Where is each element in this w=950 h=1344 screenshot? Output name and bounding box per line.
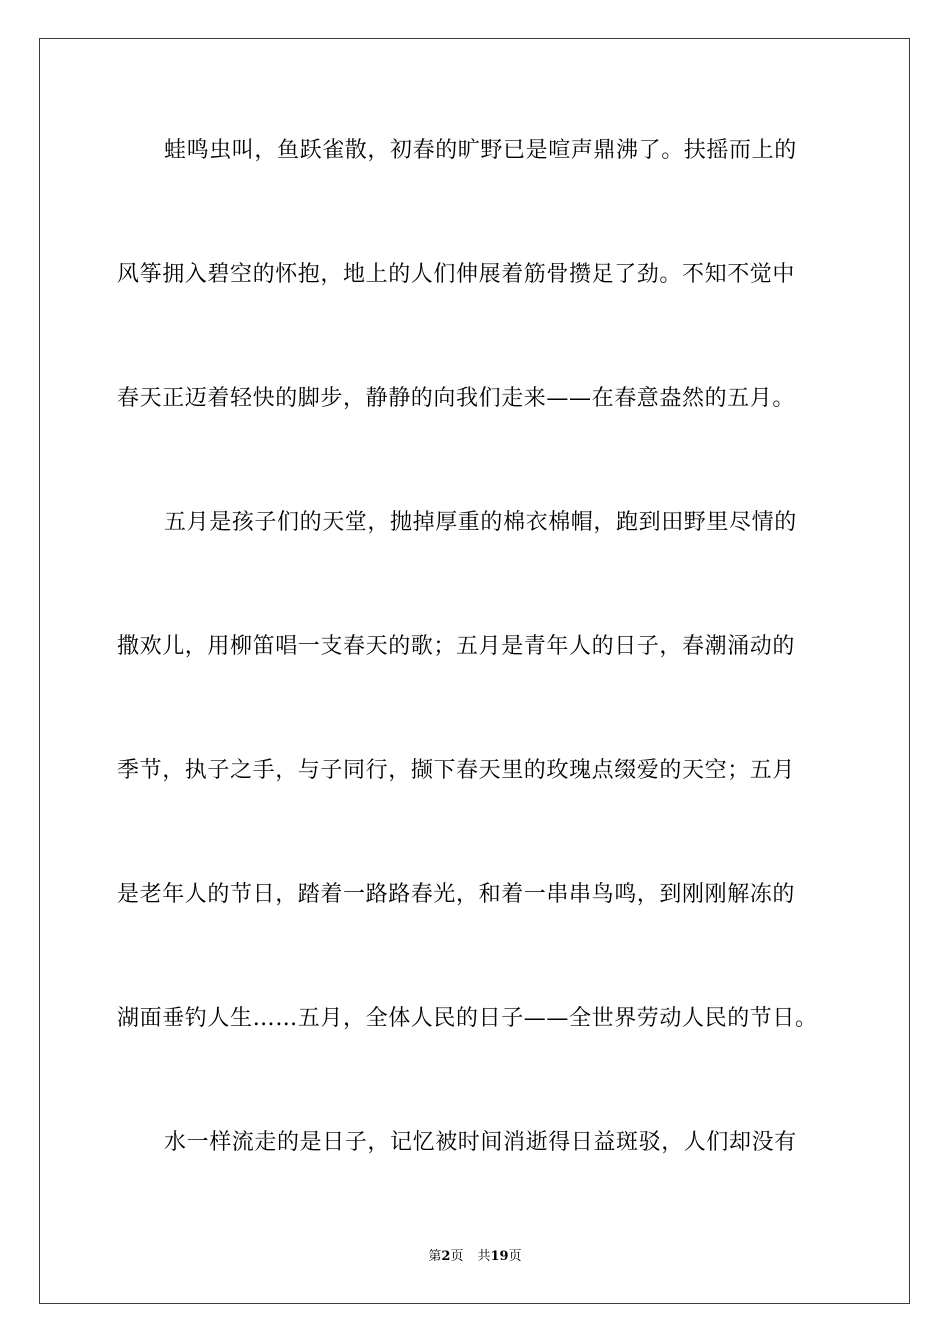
- page-border: [39, 38, 910, 1304]
- paragraph-2-line-4: 是老年人的节日，踏着一路路春光，和着一串串鸟鸣，到刚刚解冻的: [117, 882, 796, 907]
- paragraph-1-line-3: 春天正迈着轻快的脚步，静静的向我们走来——在春意盎然的五月。: [117, 386, 796, 411]
- paragraph-2-line-2: 撒欢儿，用柳笛唱一支春天的歌；五月是青年人的日子，春潮涌动的: [117, 634, 796, 659]
- footer-total-suffix: 页: [508, 1249, 522, 1264]
- paragraph-2-line-5: 湖面垂钓人生……五月，全体人民的日子——全世界劳动人民的节日。: [117, 1006, 818, 1031]
- footer-page-prefix: 第: [428, 1249, 442, 1264]
- footer-total-pages: 19: [490, 1249, 509, 1264]
- footer-total-prefix: 共: [477, 1249, 491, 1264]
- paragraph-1-line-2: 风筝拥入碧空的怀抱，地上的人们伸展着筋骨攒足了劲。不知不觉中: [117, 262, 796, 287]
- paragraph-3-line-1: 水一样流走的是日子，记忆被时间消逝得日益斑驳，人们却没有: [164, 1130, 797, 1155]
- paragraph-2-line-3: 季节，执子之手，与子同行，撷下春天里的玫瑰点缀爱的天空；五月: [117, 758, 796, 783]
- page-footer: [0, 1248, 950, 1266]
- footer-page-number: 2: [441, 1249, 451, 1264]
- paragraph-1-line-1: 蛙鸣虫叫，鱼跃雀散，初春的旷野已是喧声鼎沸了。扶摇而上的: [164, 138, 797, 163]
- footer-page-suffix: 页: [450, 1249, 464, 1264]
- paragraph-2-line-1: 五月是孩子们的天堂，抛掉厚重的棉衣棉帽，跑到田野里尽情的: [164, 510, 797, 535]
